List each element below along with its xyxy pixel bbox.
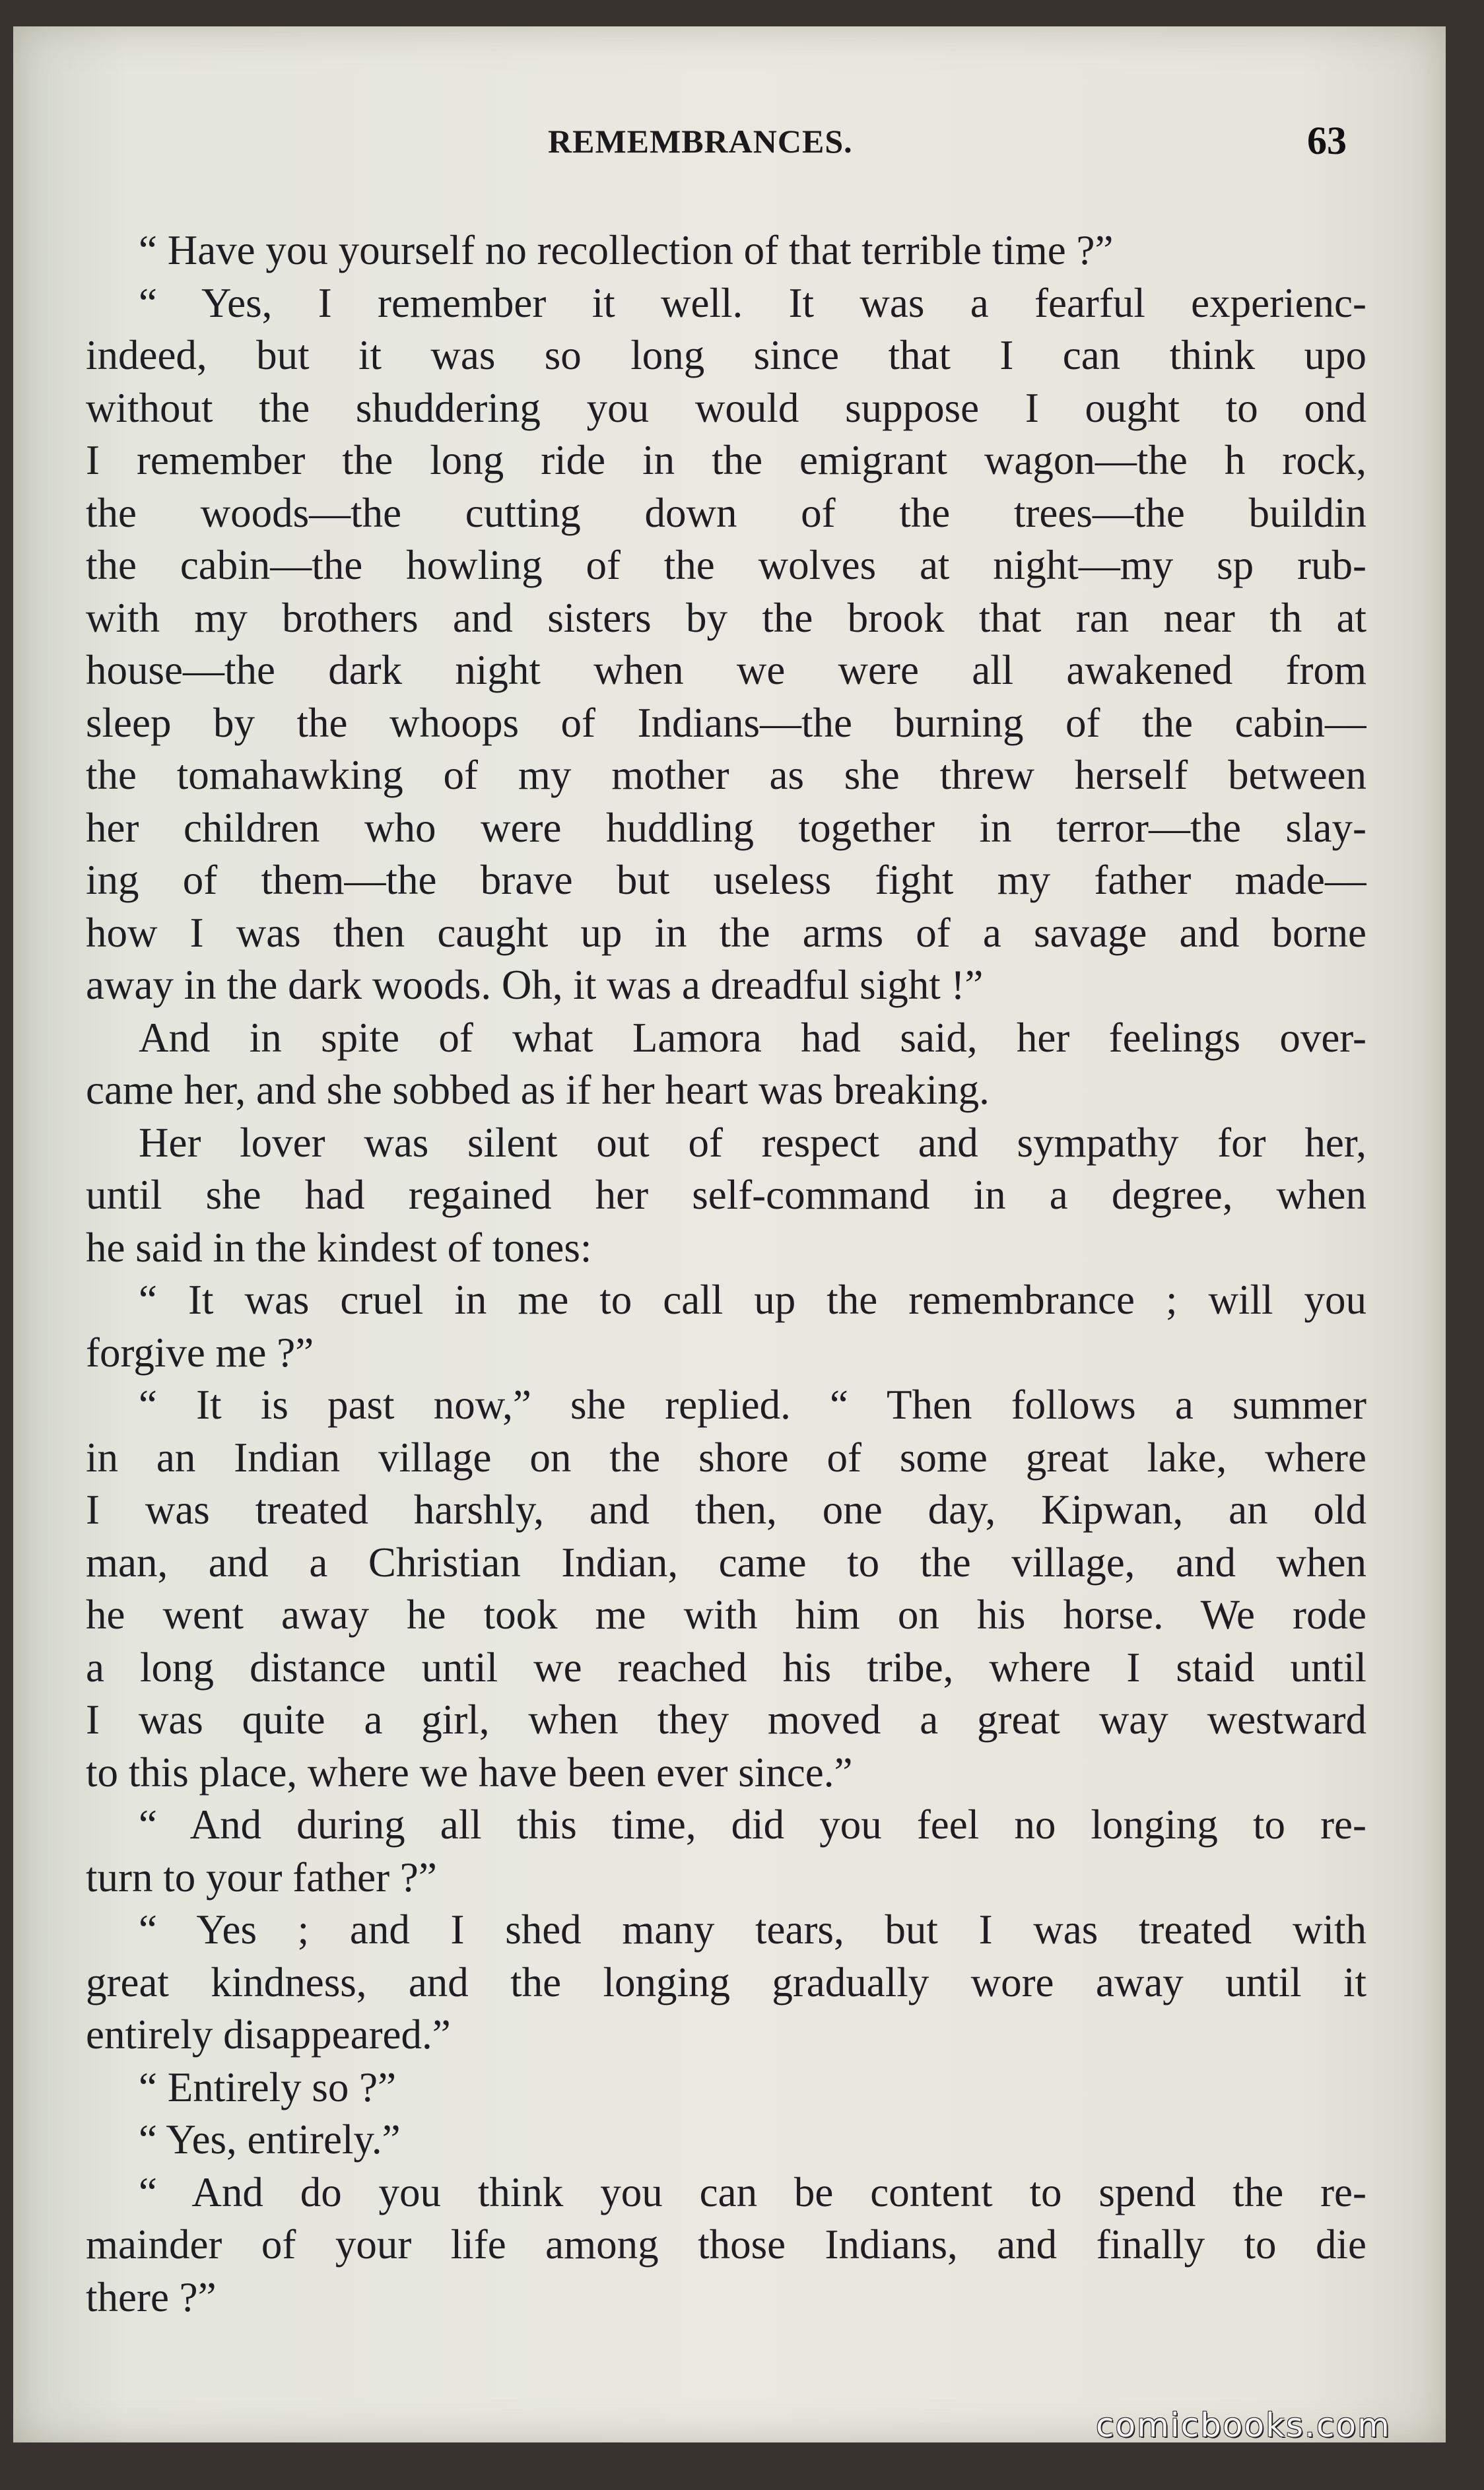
text-line: entirely disappeared.” xyxy=(86,2011,451,2058)
text-line: “ And do you think you can be content to spend the re- xyxy=(139,2169,1366,2215)
text-line: “ It was cruel in me to call up the remembrance ; will you xyxy=(139,1277,1366,1323)
text-line: “ Yes, entirely.” xyxy=(139,2116,401,2163)
text-line: I was treated harshly, and then, one day, Kipwan, an old xyxy=(86,1487,1366,1533)
text-line: there ?” xyxy=(86,2273,217,2320)
text-line: a long distance until we reached his tribe, where I staid until xyxy=(86,1644,1366,1691)
text-line: “ And during all this time, did you feel no longing to re- xyxy=(139,1801,1366,1848)
text-line: in an Indian village on the shore of some great lake, where xyxy=(86,1434,1366,1481)
text-line: to this place, where we have been ever since.” xyxy=(86,1749,853,1796)
body-text xyxy=(86,224,1366,2324)
book-page xyxy=(13,26,1446,2442)
text-line: indeed, but it was so long since that I can think upo xyxy=(86,332,1366,378)
text-line: sleep by the whoops of Indians—the burning of the cabin— xyxy=(86,699,1366,746)
text-line: “ Yes ; and I shed many tears, but I was treated with xyxy=(139,1906,1366,1953)
text-line: the tomahawking of my mother as she threw herself between xyxy=(86,752,1366,798)
text-line: “ Have you yourself no recollection of that terrible time ?” xyxy=(139,227,1114,273)
text-line: he said in the kindest of tones: xyxy=(86,1224,592,1271)
text-line: ing of them—the brave but useless fight my father made— xyxy=(86,857,1366,903)
running-head: REMEMBRANCES. xyxy=(548,123,853,160)
text-line: came her, and she sobbed as if her heart was breaking. xyxy=(86,1067,990,1113)
text-line: I was quite a girl, when they moved a great way westward xyxy=(86,1697,1366,1743)
text-line: the woods—the cutting down of the trees—the buildin xyxy=(86,489,1366,536)
text-line: And in spite of what Lamora had said, her feelings over- xyxy=(139,1014,1366,1061)
text-line: “ Yes, I remember it well. It was a fearful experienc‐ xyxy=(139,279,1366,326)
text-line: “ Entirely so ?” xyxy=(139,2064,397,2110)
page-number: 63 xyxy=(1307,119,1347,162)
text-line: “ It is past now,” she replied. “ Then follows a summer xyxy=(139,1382,1366,1428)
text-line: I remember the long ride in the emigrant wagon—the h rock, xyxy=(86,437,1366,483)
text-line: mainder of your life among those Indians, and finally to die xyxy=(86,2221,1366,2268)
text-line: forgive me ?” xyxy=(86,1329,314,1376)
text-line: without the shuddering you would suppose I ought to ond xyxy=(86,384,1366,431)
text-line: house—the dark night when we were all awakened from xyxy=(86,647,1366,693)
text-line: great kindness, and the longing gradually wore away until it xyxy=(86,1959,1366,2005)
page-header xyxy=(13,119,1446,168)
text-line: how I was then caught up in the arms of a savage and borne xyxy=(86,909,1366,956)
text-line: man, and a Christian Indian, came to the village, and when xyxy=(86,1539,1366,1586)
text-line: the cabin—the howling of the wolves at night—my sp rub- xyxy=(86,542,1366,588)
text-line: he went away he took me with him on his horse. We rode xyxy=(86,1592,1366,1638)
text-line: away in the dark woods. Oh, it was a dreadful sight !” xyxy=(86,962,984,1008)
text-line: with my brothers and sisters by the brook that ran near th at xyxy=(86,594,1366,641)
text-line: turn to your father ?” xyxy=(86,1854,437,1901)
text-line: her children who were huddling together in terror—the slay- xyxy=(86,804,1366,851)
watermark: comicbooks.com xyxy=(1096,2406,1391,2444)
text-line: Her lover was silent out of respect and sympathy for her, xyxy=(139,1119,1366,1166)
text-line: until she had regained her self-command in a degree, when xyxy=(86,1172,1366,1218)
